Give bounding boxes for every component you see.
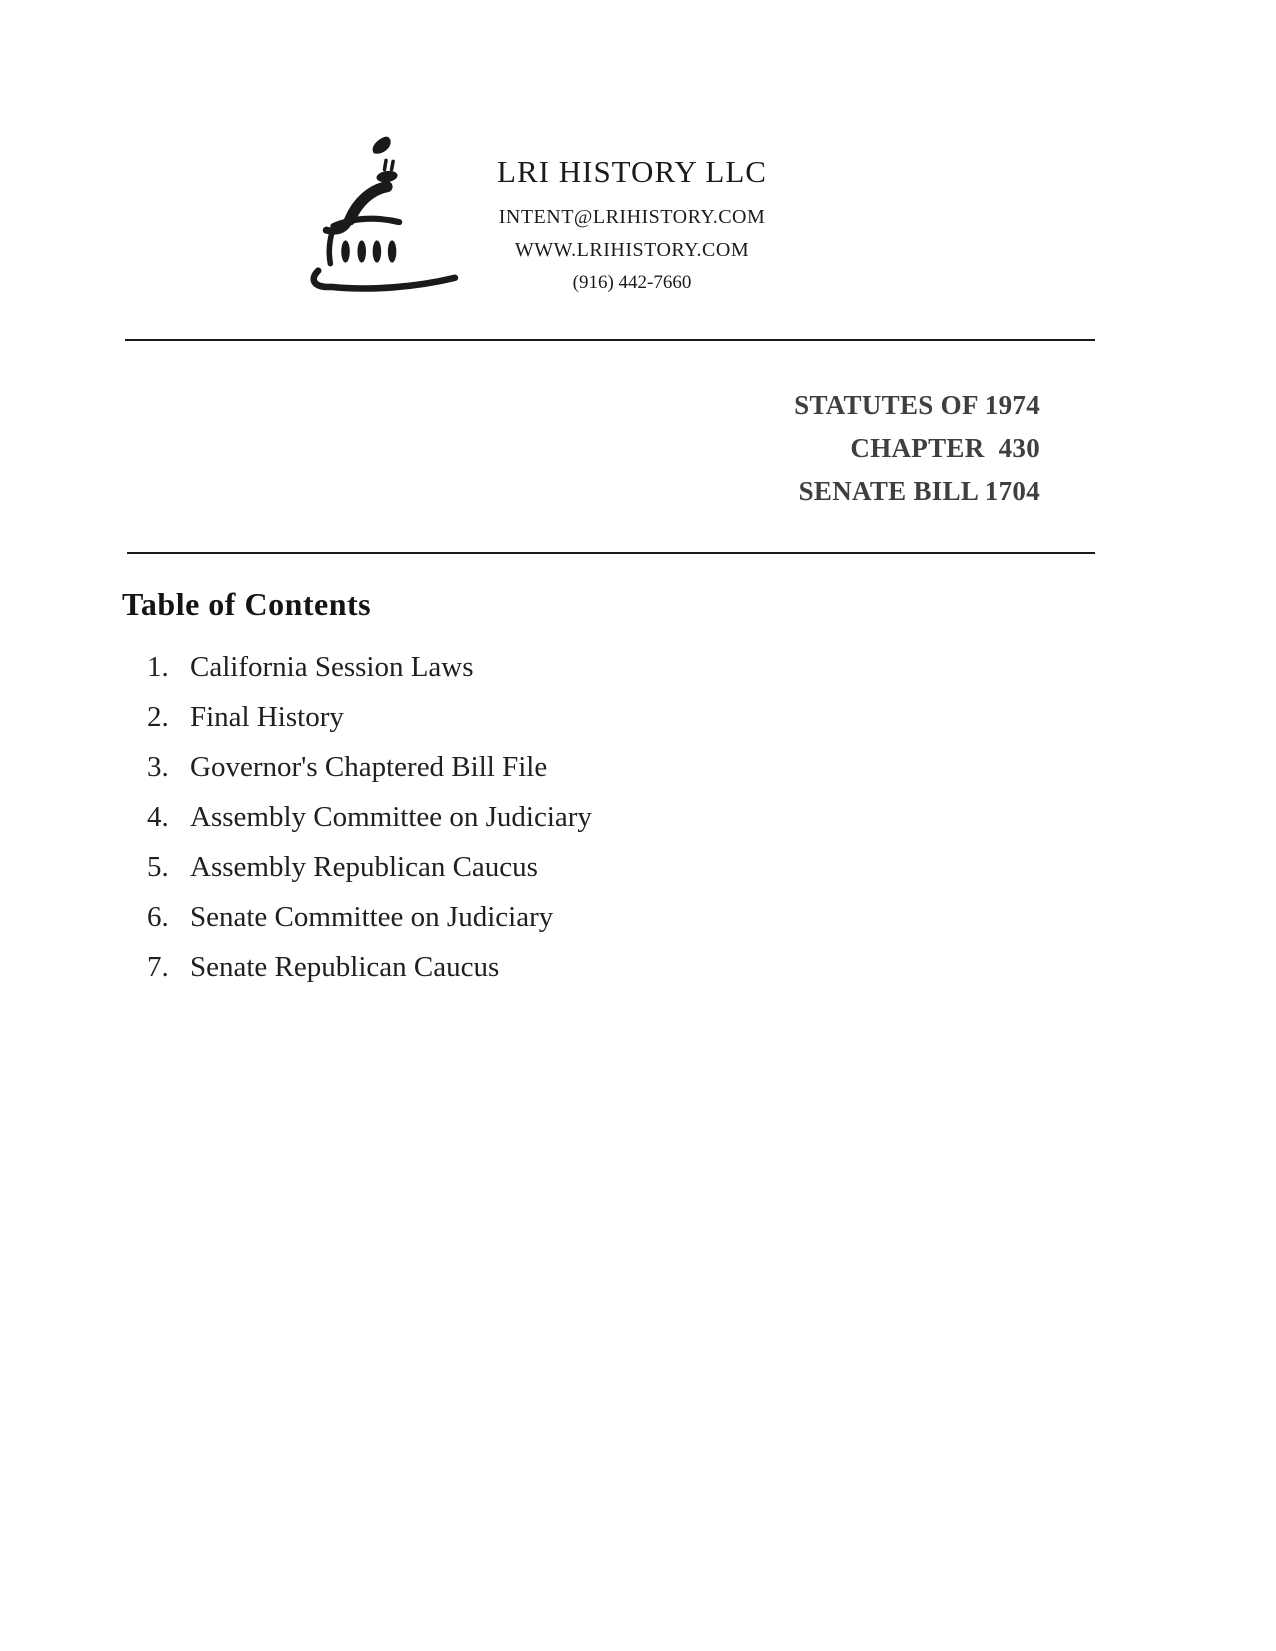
company-name: LRI HISTORY LLC [497, 154, 767, 189]
toc-item-label: Senate Republican Caucus [190, 951, 500, 983]
toc-item-number: 2. [147, 701, 169, 733]
company-website: WWW.LRIHISTORY.COM [514, 239, 750, 261]
toc-item-label: Assembly Committee on Judiciary [190, 801, 592, 833]
company-phone: (916) 442-7660 [572, 272, 692, 293]
toc-item [147, 692, 1122, 742]
toc-item-number: 7. [147, 951, 169, 983]
letterhead [432, 153, 832, 298]
toc-item-number: 4. [147, 801, 169, 833]
toc-item-number: 3. [147, 751, 169, 783]
toc-item-label: Governor's Chaptered Bill File [190, 751, 548, 783]
toc-item-label: Assembly Republican Caucus [190, 851, 538, 883]
toc-item [147, 892, 1122, 942]
senate-bill-line: SENATE BILL 1704 [798, 476, 1040, 506]
horizontal-rule-bottom [127, 552, 1095, 554]
bill-reference-block [794, 384, 1040, 513]
toc-item-label: Senate Committee on Judiciary [190, 901, 554, 933]
toc-item [147, 792, 1122, 842]
toc-item [147, 942, 1122, 992]
toc-title: Table of Contents [122, 586, 372, 622]
toc-item [147, 842, 1122, 892]
toc-list [122, 642, 1122, 992]
horizontal-rule-top [125, 339, 1095, 341]
toc-item-number: 5. [147, 851, 169, 883]
toc-item-number: 1. [147, 651, 169, 683]
toc-item [147, 742, 1122, 792]
toc-item-label: California Session Laws [190, 651, 474, 683]
toc-item-label: Final History [190, 701, 344, 733]
statutes-line: STATUTES OF 1974 [794, 390, 1040, 420]
toc-item-number: 6. [147, 901, 169, 933]
company-email: INTENT@LRIHISTORY.COM [498, 206, 766, 228]
table-of-contents [122, 586, 1122, 992]
toc-item [147, 642, 1122, 692]
chapter-line: CHAPTER 430 [850, 433, 1040, 463]
